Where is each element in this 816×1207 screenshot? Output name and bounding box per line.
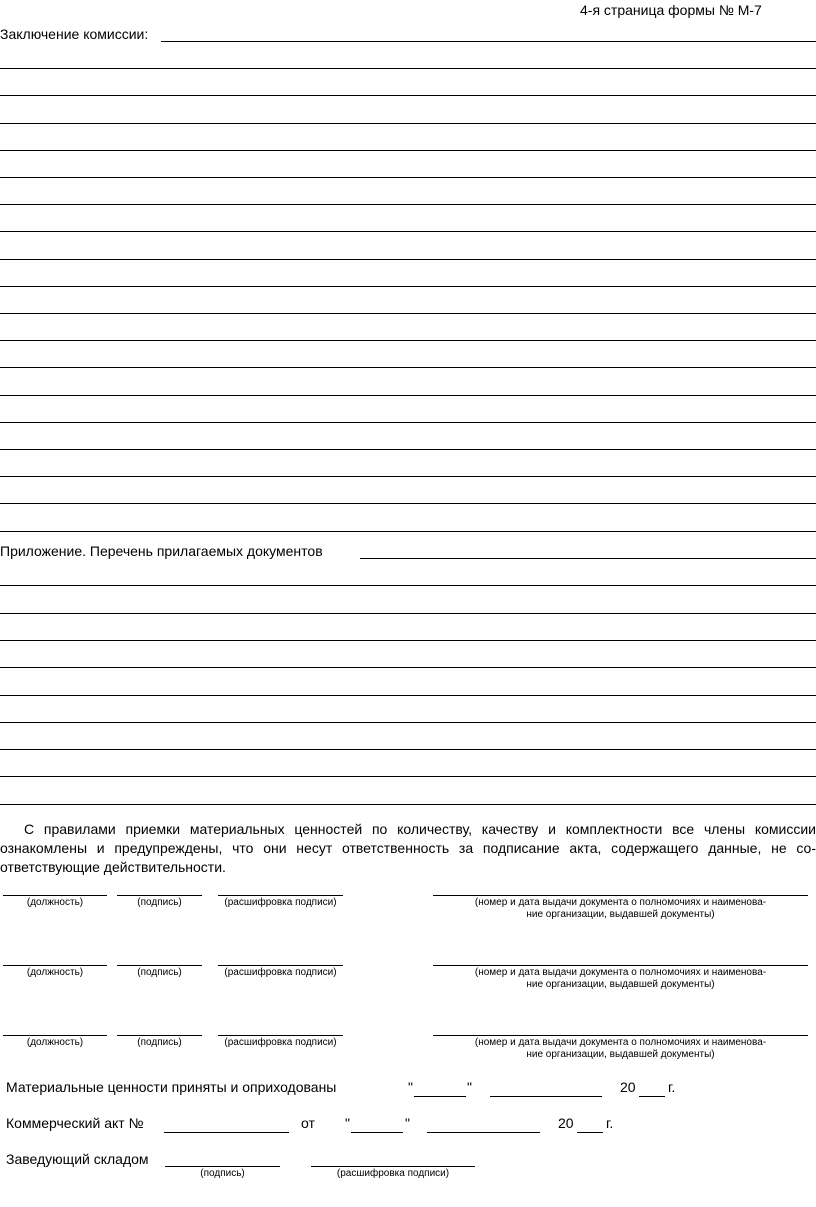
conclusion-blank-line[interactable] xyxy=(0,476,816,477)
commercial-act-quote-open: " xyxy=(345,1115,350,1131)
transcript-caption: (расшифровка подписи) xyxy=(224,967,337,978)
signature-caption: (подпись) xyxy=(137,1037,182,1048)
rules-paragraph: С правилами приемки материальных ценностей по количеству, качеству и комплектности все члены комиссии ознакомлены и предупреждены, что они несут ответственность за подписание акта, содержащего данные, не со-ответствующие действительности. xyxy=(0,821,816,875)
accepted-year-prefix: 20 xyxy=(620,1079,636,1095)
signature-field[interactable] xyxy=(117,895,202,896)
appendix-blank-line[interactable] xyxy=(0,585,816,586)
conclusion-blank-line[interactable] xyxy=(0,367,816,368)
conclusion-blank-line[interactable] xyxy=(0,95,816,96)
appendix-first-line[interactable] xyxy=(360,558,816,559)
position-caption: (должность) xyxy=(26,1037,84,1048)
authority-caption-line2: ние организации, выдавшей документы) xyxy=(526,979,715,990)
accepted-year-suffix: г. xyxy=(668,1079,676,1095)
position-caption: (должность) xyxy=(26,967,84,978)
conclusion-blank-line[interactable] xyxy=(0,449,816,450)
authority-caption-line2: ние организации, выдавшей документы) xyxy=(526,909,715,920)
conclusion-first-line[interactable] xyxy=(161,41,816,42)
position-field[interactable] xyxy=(3,965,107,966)
conclusion-blank-line[interactable] xyxy=(0,123,816,124)
commercial-act-number-field[interactable] xyxy=(164,1132,289,1133)
signature-caption: (подпись) xyxy=(137,967,182,978)
authority-caption-line1: (номер и дата выдачи документа о полномочиях и наименова- xyxy=(474,967,767,978)
authority-document-field[interactable] xyxy=(433,895,808,896)
signature-field[interactable] xyxy=(117,1035,202,1036)
appendix-blank-line[interactable] xyxy=(0,695,816,696)
conclusion-blank-line[interactable] xyxy=(0,286,816,287)
conclusion-blank-line[interactable] xyxy=(0,395,816,396)
accepted-quote-open: " xyxy=(408,1079,413,1095)
appendix-blank-line[interactable] xyxy=(0,640,816,641)
accepted-day-field[interactable] xyxy=(414,1096,466,1097)
appendix-label: Приложение. Перечень прилагаемых документов xyxy=(0,543,323,559)
transcript-field[interactable] xyxy=(218,895,343,896)
conclusion-blank-line[interactable] xyxy=(0,503,816,504)
conclusion-blank-line[interactable] xyxy=(0,313,816,314)
appendix-blank-line[interactable] xyxy=(0,804,816,805)
appendix-blank-line[interactable] xyxy=(0,722,816,723)
authority-caption-line1: (номер и дата выдачи документа о полномочиях и наименова- xyxy=(474,897,767,908)
authority-document-field[interactable] xyxy=(433,965,808,966)
conclusion-blank-line[interactable] xyxy=(0,259,816,260)
authority-caption-line1: (номер и дата выдачи документа о полномочиях и наименова- xyxy=(474,1037,767,1048)
warehouse-head-label: Заведующий складом xyxy=(6,1151,149,1167)
accepted-year-field[interactable] xyxy=(639,1096,665,1097)
commercial-act-year-suffix: г. xyxy=(606,1115,614,1131)
conclusion-blank-line[interactable] xyxy=(0,177,816,178)
transcript-caption: (расшифровка подписи) xyxy=(224,1037,337,1048)
conclusion-blank-line[interactable] xyxy=(0,150,816,151)
commercial-act-from: от xyxy=(301,1115,315,1131)
transcript-field[interactable] xyxy=(218,1035,343,1036)
accepted-month-field[interactable] xyxy=(490,1096,602,1097)
form-page-label: 4-я страница формы № М-7 xyxy=(580,2,762,18)
conclusion-blank-line[interactable] xyxy=(0,422,816,423)
signature-caption: (подпись) xyxy=(137,897,182,908)
warehouse-head-signature-field[interactable] xyxy=(165,1166,280,1167)
conclusion-label: Заключение комиссии: xyxy=(0,26,149,42)
warehouse-head-transcript-field[interactable] xyxy=(311,1166,475,1167)
authority-document-field[interactable] xyxy=(433,1035,808,1036)
authority-caption-line2: ние организации, выдавшей документы) xyxy=(526,1049,715,1060)
position-caption: (должность) xyxy=(26,897,84,908)
position-field[interactable] xyxy=(3,1035,107,1036)
appendix-blank-line[interactable] xyxy=(0,776,816,777)
commercial-act-quote-close: " xyxy=(405,1115,410,1131)
warehouse-head-signature-caption: (подпись) xyxy=(200,1168,245,1179)
commercial-act-year-field[interactable] xyxy=(577,1132,603,1133)
conclusion-blank-line[interactable] xyxy=(0,531,816,532)
transcript-caption: (расшифровка подписи) xyxy=(224,897,337,908)
commercial-act-label: Коммерческий акт № xyxy=(6,1115,144,1131)
conclusion-blank-line[interactable] xyxy=(0,231,816,232)
warehouse-head-transcript-caption: (расшифровка подписи) xyxy=(336,1168,450,1179)
commercial-act-day-field[interactable] xyxy=(351,1132,403,1133)
commercial-act-month-field[interactable] xyxy=(427,1132,540,1133)
transcript-field[interactable] xyxy=(218,965,343,966)
position-field[interactable] xyxy=(3,895,107,896)
appendix-blank-line[interactable] xyxy=(0,613,816,614)
accepted-quote-close: " xyxy=(467,1079,472,1095)
conclusion-blank-line[interactable] xyxy=(0,204,816,205)
appendix-blank-line[interactable] xyxy=(0,667,816,668)
conclusion-blank-line[interactable] xyxy=(0,340,816,341)
appendix-blank-line[interactable] xyxy=(0,749,816,750)
conclusion-blank-line[interactable] xyxy=(0,68,816,69)
accepted-label: Материальные ценности приняты и оприходованы xyxy=(6,1079,337,1095)
signature-field[interactable] xyxy=(117,965,202,966)
commercial-act-year-prefix: 20 xyxy=(558,1115,574,1131)
